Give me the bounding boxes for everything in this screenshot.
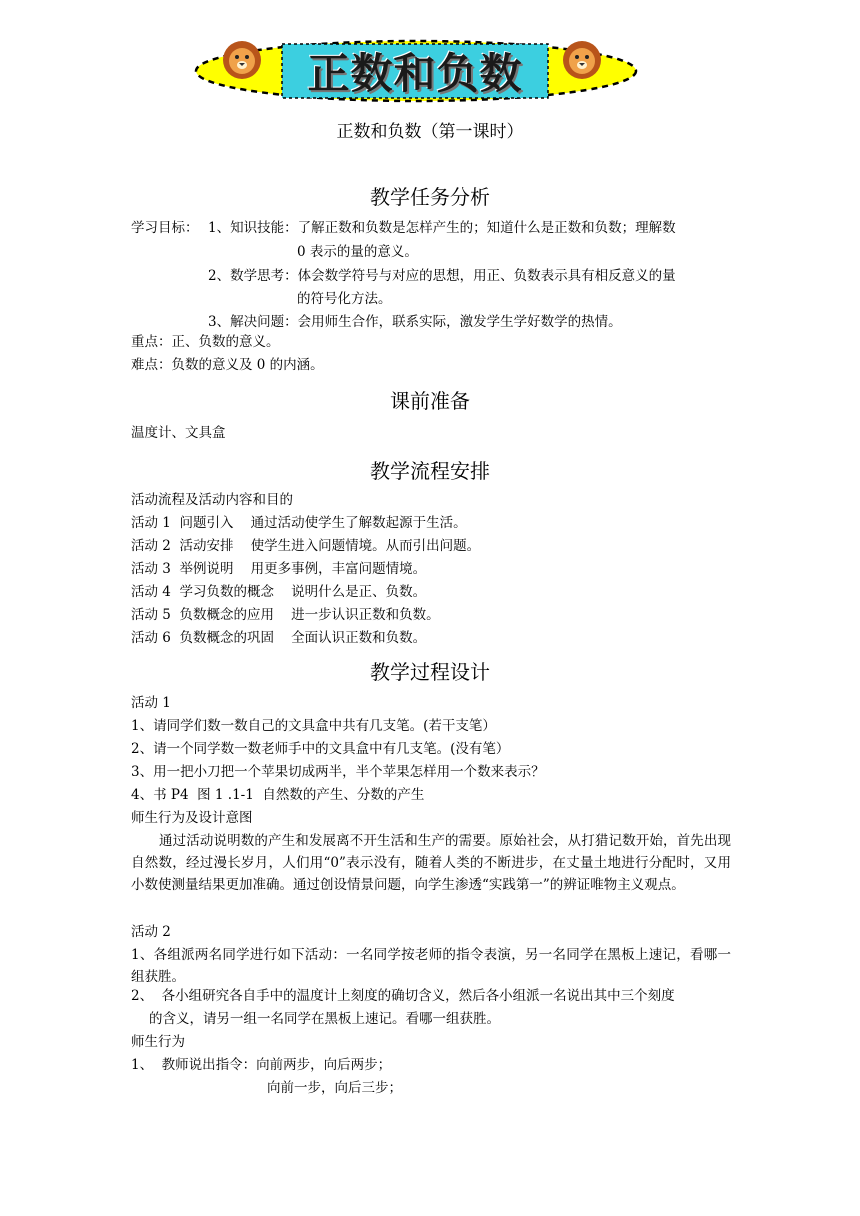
section-heading-task-analysis: 教学任务分析: [370, 185, 490, 209]
activity-1-item: 4、书 P4 图 1 .1-1 自然数的产生、分数的产生: [131, 787, 425, 803]
goal-3: 3、解决问题：会用师生合作，联系实际，激发学生学好数学的热情。: [208, 314, 622, 330]
flow-item: 活动 4 学习负数的概念 说明什么是正、负数。: [131, 584, 427, 600]
behavior-item-1-continued: 向前一步，向后三步；: [267, 1080, 402, 1096]
activity-2-item-1: 1、各组派两名同学进行如下活动：一名同学按老师的指令表演，另一名同学在黑板上速记，看哪一组获胜。: [131, 947, 731, 985]
section-heading-flow: 教学流程安排: [370, 459, 490, 483]
flow-item: 活动 5 负数概念的应用 进一步认识正数和负数。: [131, 607, 440, 623]
design-intent-paragraph: 通过活动说明数的产生和发展离不开生活和生产的需要。原始社会，从打猎记数开始，首先出现自然数，经过漫长岁月，人们用“0”表示没有，随着人类的不断进步，在丈量土地进行分配时，又用小数使测量结果更加准确。通过创设情景问题，向学生渗透“实践第一”的辨证唯物主义观点。: [131, 833, 731, 893]
lion-face-icon: [222, 38, 262, 82]
flow-item: 活动 2 活动安排 使学生进入问题情境。从而引出问题。: [131, 538, 481, 554]
design-intent-label: 师生行为及设计意图: [131, 810, 253, 826]
materials: 温度计、文具盒: [131, 425, 226, 441]
lion-face-icon: [562, 38, 602, 82]
section-heading-process: 教学过程设计: [370, 660, 490, 684]
flow-intro: 活动流程及活动内容和目的: [131, 492, 293, 508]
behavior-label: 师生行为: [131, 1034, 185, 1050]
key-point: 重点：正、负数的意义。: [131, 334, 280, 350]
activity-2-item-2-continued: 的含义，请另一组一名同学在黑板上速记。看哪一组获胜。: [149, 1011, 500, 1027]
document-subtitle: 正数和负数（第一课时）: [336, 122, 524, 142]
activity-1-item: 1、请同学们数一数自己的文具盒中共有几支笔。(若干支笔）: [131, 718, 496, 734]
activity-2-item-2: 2、 各小组研究各自手中的温度计上刻度的确切含义，然后各小组派一名说出其中三个刻度: [131, 988, 675, 1004]
activity-1-label: 活动 1: [131, 695, 171, 711]
flow-item: 活动 3 举例说明 用更多事例，丰富问题情境。: [131, 561, 427, 577]
activity-2-label: 活动 2: [131, 924, 171, 940]
difficulty: 难点：负数的意义及 0 的内涵。: [131, 357, 324, 373]
activity-1-item: 3、用一把小刀把一个苹果切成两半，半个苹果怎样用一个数来表示？: [131, 764, 545, 780]
banner-title: 正数和负数: [307, 49, 523, 98]
flow-item: 活动 6 负数概念的巩固 全面认识正数和负数。: [131, 630, 427, 646]
goal-2-continued: 的符号化方法。: [297, 291, 392, 307]
activity-1-item: 2、请一个同学数一数老师手中的文具盒中有几支笔。(没有笔）: [131, 741, 510, 757]
title-banner: [192, 38, 640, 104]
goal-1-continued: 0 表示的量的意义。: [297, 244, 418, 260]
goal-label: 学习目标：: [131, 220, 199, 236]
goal-1: 1、知识技能：了解正数和负数是怎样产生的；知道什么是正数和负数；理解数: [208, 220, 676, 236]
goal-2: 2、数学思考：体会数学符号与对应的思想，用正、负数表示具有相反意义的量: [208, 268, 676, 284]
flow-item: 活动 1 问题引入 通过活动使学生了解数起源于生活。: [131, 515, 467, 531]
behavior-item-1: 1、 教师说出指令：向前两步，向后两步；: [131, 1057, 392, 1073]
section-heading-preparation: 课前准备: [390, 389, 470, 413]
